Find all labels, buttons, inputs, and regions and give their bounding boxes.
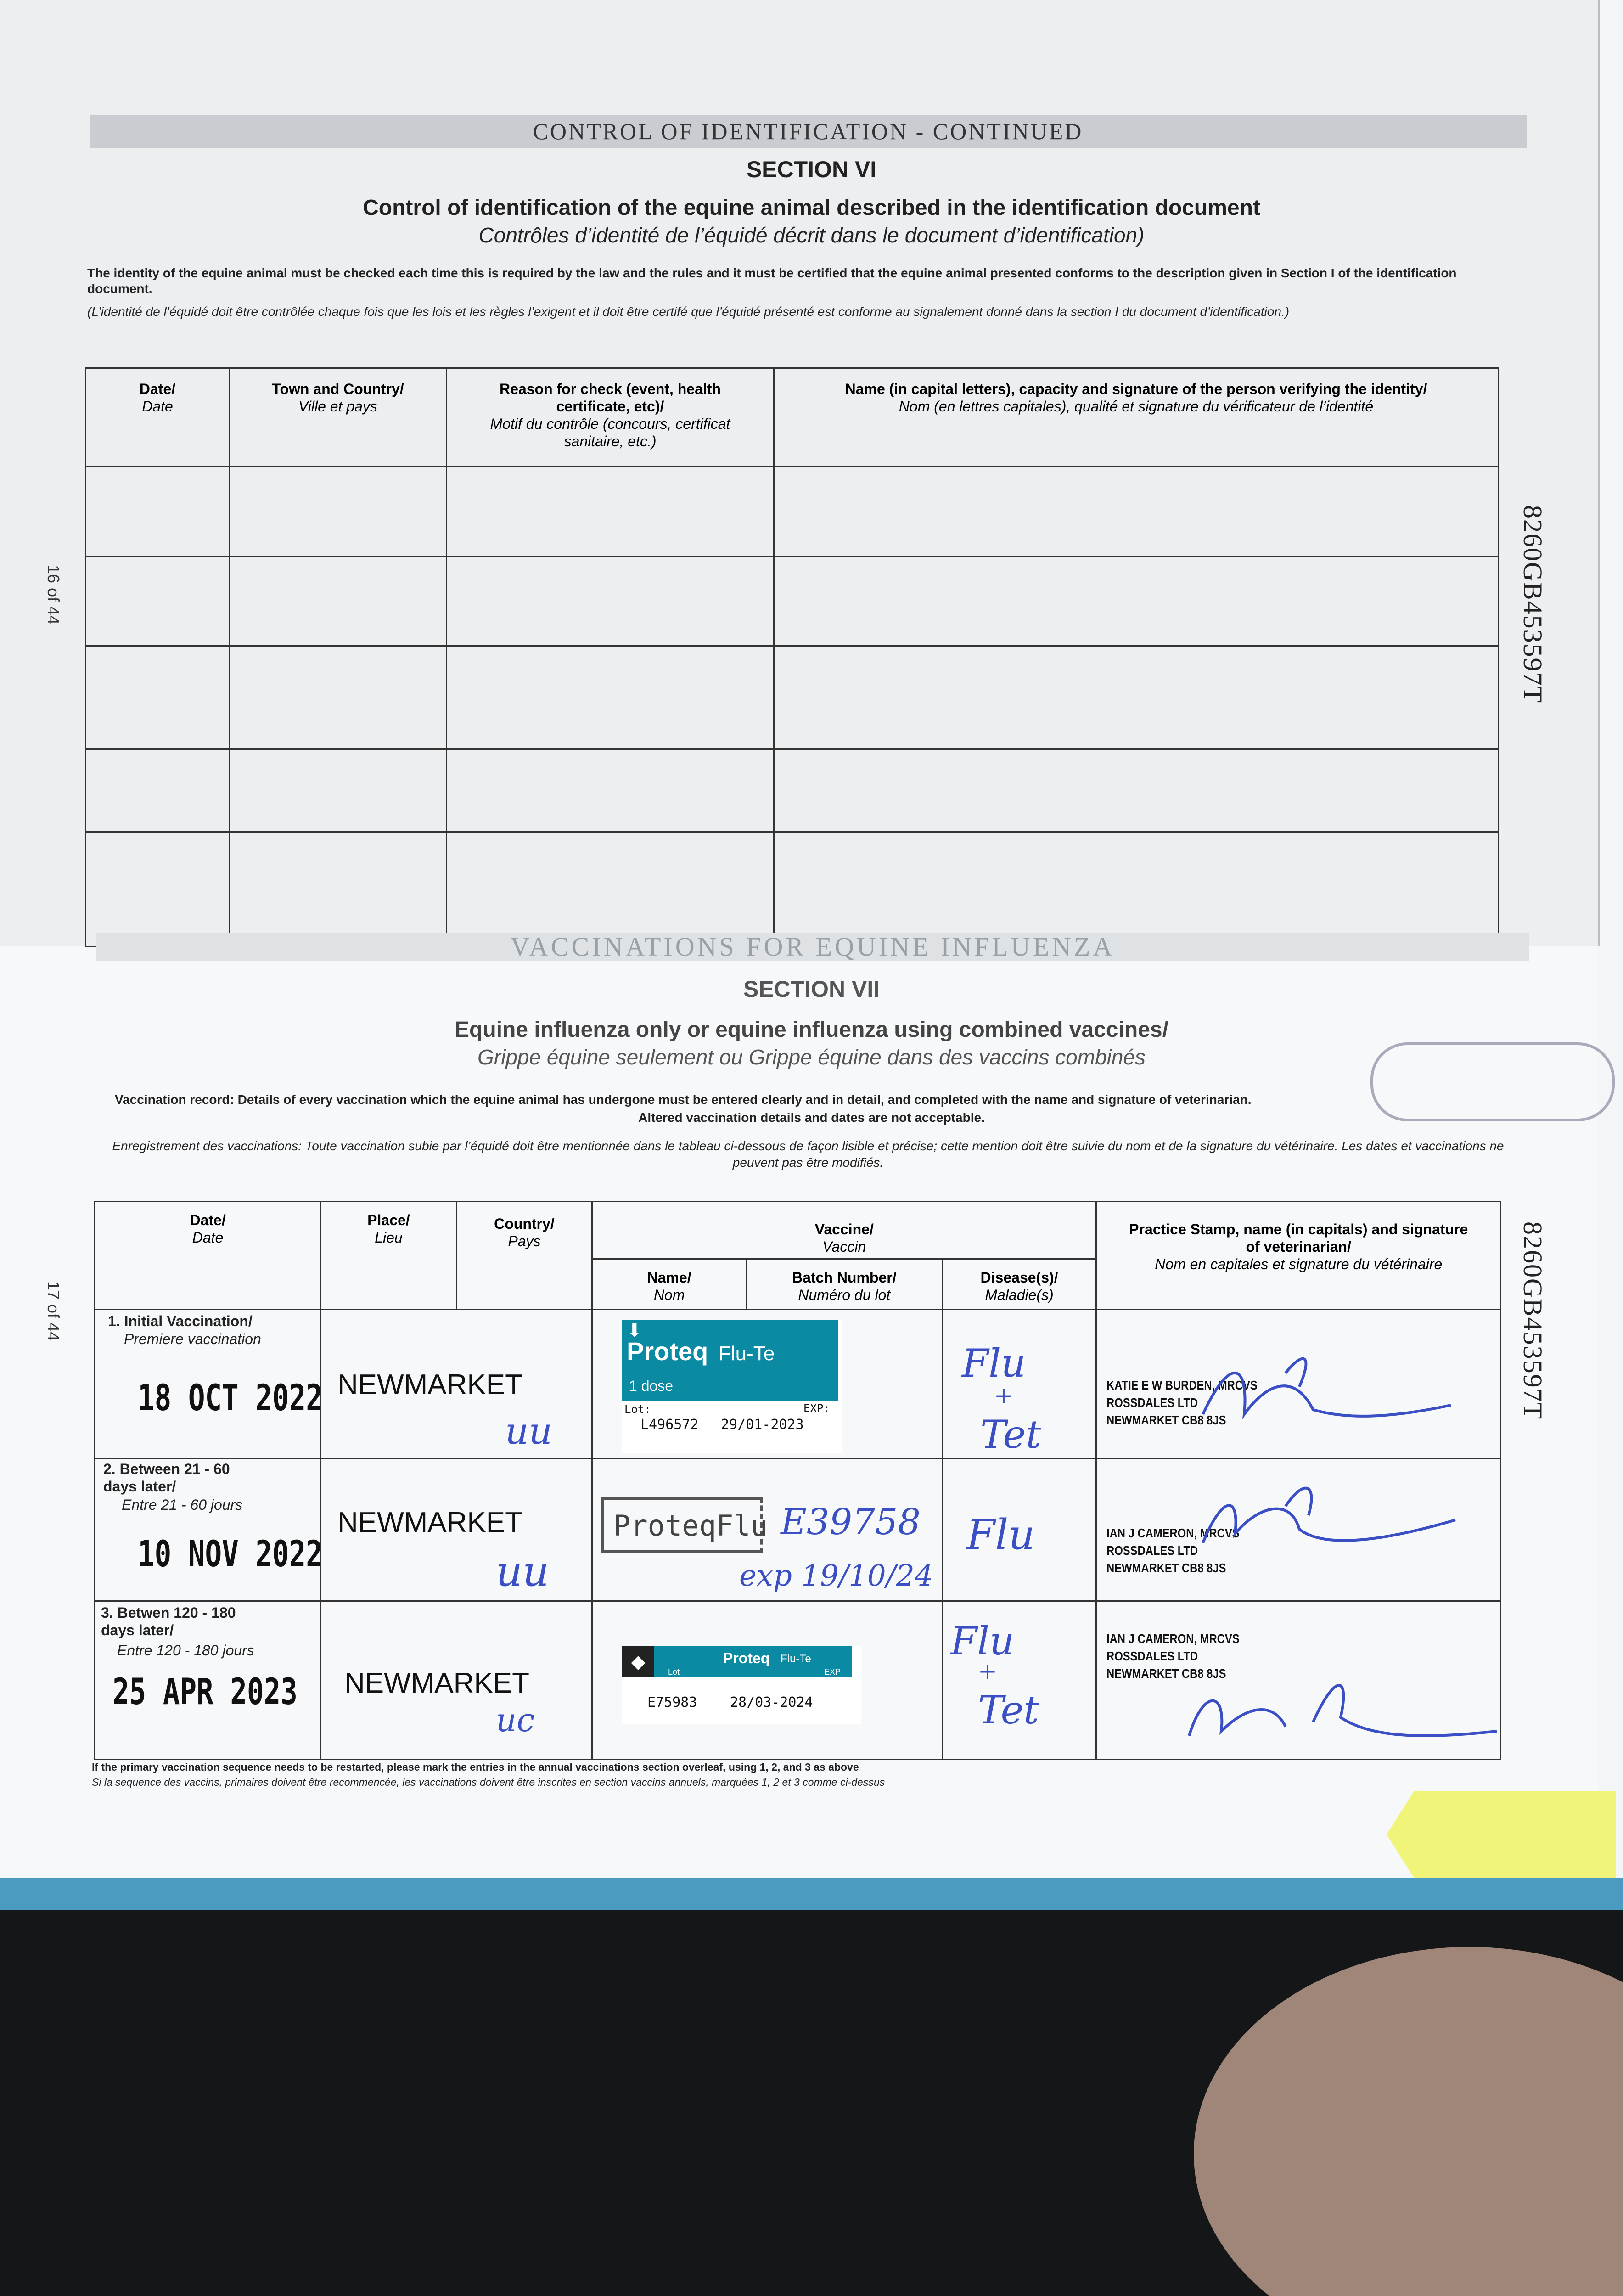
row1-place-stamp: NEWMARKET [337,1369,522,1401]
exp-date: 29/01-2023 [721,1417,804,1433]
col-town-fr: Ville et pays [298,398,377,415]
document-id-upper: 8260GB453597T [1518,505,1548,703]
col-country-fr: Pays [508,1233,541,1249]
row1-date-stamp: 18 OCT 2022 [138,1378,323,1419]
vaccination-record-note: Vaccination record: Details of every vaccination which the equine animal has undergone must be entered clearly and in detail, and completed with the name and signature of veterinarian. [115,1092,1252,1107]
banner-text: VACCINATIONS FOR EQUINE INFLUENZA [510,933,1115,961]
exp-label: EXP [824,1667,841,1677]
row1-disease-2: + [994,1382,1013,1409]
row3-initials: uc [496,1701,535,1739]
row2-disease-1: Flu [966,1511,1035,1559]
row3-label-fr: Entre 120 - 180 jours [117,1642,254,1659]
col-reason: Reason for check (event, health certificate, etc)/ [500,381,721,415]
vaccine-sub: Flu-Te [781,1653,811,1665]
row1-label: 1. Initial Vaccination/ [108,1313,253,1329]
proteq-label [622,1646,852,1677]
dose-text: 1 dose [629,1378,674,1394]
row2-vaccine-stamp [601,1497,768,1553]
table-row [86,557,1499,646]
vaccine-stamp-text: ProteqFlu [613,1509,768,1542]
col-verifier-fr: Nom (en lettres capitales), qualité et signature du vérificateur de l’identité [899,398,1374,415]
binder-edge [0,1878,1623,1910]
table-row [86,646,1499,749]
section-vii-heading: Equine influenza only or equine influenza using combined vaccines/ [455,1018,1168,1042]
col-vaccine: Vaccine/ [814,1221,874,1238]
vaccine-sub: Flu-Te [719,1342,775,1365]
col-place: Place/ [367,1212,410,1228]
row1-disease-3: Tet [980,1412,1041,1457]
section-vi-banner [90,115,1527,148]
table-row [86,749,1499,832]
syringe-icon: ◆ [622,1646,654,1677]
paperclip [1370,1042,1615,1121]
col-vaccine-name: Name/ [647,1269,691,1286]
vaccine-brand: Proteq [723,1650,770,1666]
col-verifier: Name (in capital letters), capacity and signature of the person verifying the identity/ [845,381,1427,397]
vet-address: NEWMARKET CB8 8JS [1106,1413,1226,1427]
restart-note: If the primary vaccination sequence needs to be restarted, please mark the entries in the annual vaccinations section overleaf, using 1, 2, and 3 as above [92,1761,859,1773]
vet-practice: ROSSDALES LTD [1106,1396,1198,1410]
exp-date: 28/03-2024 [730,1694,813,1711]
row2-batch-number: E39758 [781,1502,921,1543]
col-country: Country/ [494,1216,555,1232]
vet-practice: ROSSDALES LTD [1106,1649,1198,1663]
row2-signature [1185,1479,1469,1561]
vaccination-record-note-fr: Enregistrement des vaccinations: Toute vaccination subie par l’équidé doit être mentionnée dans le tableau ci-dessous de façon lisible et précise; cette mention doit être suivie du nom et de la signature du vétérinaire. Les dates et vaccinations ne peuvent pas être modifiés. [112,1139,1504,1170]
section-vii-heading-fr: Grippe équine seulement ou Grippe équine dans des vaccins combinés [477,1045,1146,1069]
col-date: Date/ [139,381,176,397]
vet-name: KATIE E W BURDEN, MRCVS [1106,1378,1258,1392]
section-vi-heading-fr: Contrôles d’identité de l’équidé décrit dans le document d’identification) [478,223,1145,247]
vet-address: NEWMARKET CB8 8JS [1106,1666,1226,1681]
row3-disease-3: Tet [978,1688,1039,1733]
row3-disease-2: + [978,1658,997,1684]
page-number-16: 16 of 44 [44,565,63,625]
col-batch-fr: Numéro du lot [798,1287,891,1303]
restart-note-fr: Si la sequence des vaccins, primaires doivent être recommencée, les vaccinations doivent être inscrites en section vaccins annuels, marquées 1, 2 et 3 comme ci-dessus [92,1776,885,1788]
col-vaccine-name-fr: Nom [653,1287,685,1303]
row2-label: 2. Between 21 - 60 days later/ [103,1461,230,1495]
identification-table [85,367,1499,947]
exp-label: EXP: [803,1402,830,1415]
section-vi-intro-fr: (L’identité de l’équidé doit être contrôlée chaque fois que les lois et les règles l’exigent et il doit être certifé que l’équidé présenté est conforme au signalement donné dans la section I du document d’identification.) [87,304,1290,319]
row2-initials: uu [496,1548,549,1596]
row3-label: 3. Betwen 120 - 180 days later/ [101,1604,236,1638]
row1-label-fr: Premiere vaccination [124,1331,261,1347]
row1-initials: uu [505,1410,553,1452]
row1-signature [1194,1345,1478,1437]
vet-name: IAN J CAMERON, MRCVS [1106,1632,1240,1646]
col-disease-fr: Maladie(s) [985,1287,1054,1303]
document-id-lower: 8260GB453597T [1518,1221,1548,1420]
table-row [86,467,1499,557]
col-disease: Disease(s)/ [980,1269,1058,1286]
col-vaccine-fr: Vaccin [822,1238,866,1255]
row1-vaccine-sticker [622,1320,842,1453]
row2-label-fr: Entre 21 - 60 jours [122,1497,243,1513]
lot-number: L496572 [640,1417,699,1433]
vet-address: NEWMARKET CB8 8JS [1106,1561,1226,1575]
table-row [86,832,1499,947]
col-date-fr: Date [142,398,173,415]
section-vi-heading: Control of identification of the equine animal described in the identification document [363,196,1260,220]
down-arrow-icon: ⬇ [627,1321,642,1341]
col-practice-stamp-fr: Nom en capitales et signature du vétérinaire [1155,1256,1443,1272]
col-place-fr: Lieu [375,1229,403,1246]
section-vi-title: SECTION VI [746,157,877,182]
row1-disease-1: Flu [962,1341,1026,1386]
section-vii-title: SECTION VII [743,976,880,1002]
vet-name: IAN J CAMERON, MRCVS [1106,1526,1240,1540]
proteq-label [622,1320,838,1401]
section-vi-intro: The identity of the equine animal must be checked each time this is required by the law and the rules and it must be certified that the equine animal presented conforms to the description given in Section I of the identification document. [87,266,1457,296]
lot-label: Lot: [624,1403,651,1416]
col-date: Date/ [190,1212,226,1228]
vaccine-brand: Proteq [627,1337,708,1366]
row2-date-stamp: 10 NOV 2022 [138,1534,323,1575]
yellow-tab-marker [1387,1791,1616,1878]
col-batch: Batch Number/ [792,1269,897,1286]
row3-disease-1: Flu [950,1619,1015,1664]
section-vii-banner [96,933,1529,961]
row3-signature [1175,1662,1506,1750]
banner-text: CONTROL OF IDENTIFICATION - CONTINUED [533,118,1084,144]
lot-label: Lot [668,1667,680,1677]
row3-vaccine-sticker [622,1646,861,1724]
col-practice-stamp: Practice Stamp, name (in capitals) and signature of veterinarian/ [1129,1221,1468,1255]
row2-place-stamp: NEWMARKET [337,1507,522,1538]
altered-details-note: Altered vaccination details and dates are not acceptable. [638,1110,985,1125]
row3-place-stamp: NEWMARKET [344,1667,529,1699]
row2-expiry: exp 19/10/24 [739,1559,933,1593]
col-reason-fr: Motif du contrôle (concours, certificat sanitaire, etc.) [490,416,730,450]
page-number-17: 17 of 44 [44,1281,63,1341]
lot-number: E75983 [647,1694,697,1711]
col-town: Town and Country/ [272,381,404,397]
col-date-fr: Date [192,1229,224,1246]
row3-date-stamp: 25 APR 2023 [112,1671,298,1713]
vet-practice: ROSSDALES LTD [1106,1543,1198,1558]
